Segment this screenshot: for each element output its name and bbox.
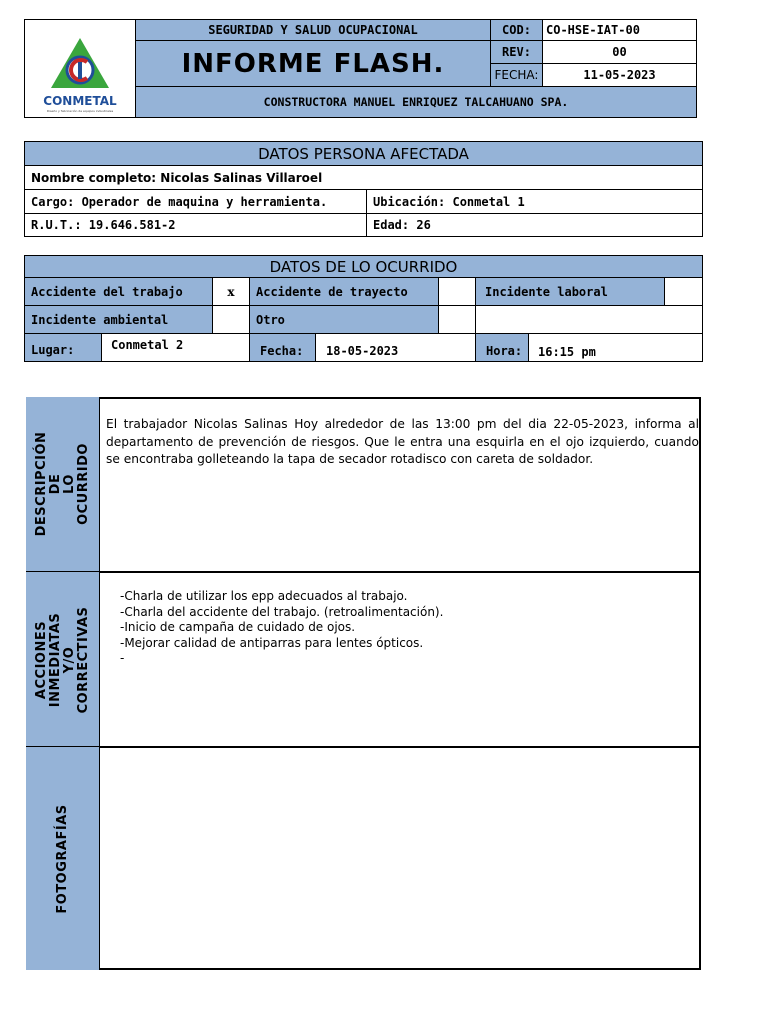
otro-label: Otro bbox=[249, 305, 439, 334]
fecha-ocurrido-value: 18-05-2023 bbox=[315, 333, 476, 362]
lugar-label: Lugar: bbox=[24, 333, 102, 362]
logo-tagline: Diseño y fabricación de equipos industriales bbox=[46, 109, 114, 113]
fecha-label: FECHA: bbox=[490, 63, 543, 87]
list-item: -Inicio de campaña de cuidado de ojos. bbox=[120, 620, 356, 634]
persona-cargo: Cargo: Operador de maquina y herramienta. bbox=[24, 189, 367, 214]
rev-value: 00 bbox=[542, 40, 697, 64]
descripcion-label: DESCRIPCIÓN DE LO OCURRIDO bbox=[33, 431, 91, 537]
hora-label: Hora: bbox=[475, 333, 529, 362]
incidente-laboral-checkbox[interactable] bbox=[664, 277, 703, 306]
accidente-trabajo-checkbox[interactable]: x bbox=[212, 277, 250, 306]
otro-blank bbox=[475, 305, 703, 334]
persona-rut: R.U.T.: 19.646.581-2 bbox=[24, 213, 367, 237]
page-title: INFORME FLASH. bbox=[135, 40, 491, 87]
ocurrido-title: DATOS DE LO OCURRIDO bbox=[24, 255, 703, 278]
cod-label: COD: bbox=[490, 19, 543, 41]
header-area: SEGURIDAD Y SALUD OCUPACIONAL bbox=[135, 19, 491, 41]
cod-value: CO-HSE-IAT-00 bbox=[542, 19, 697, 41]
descripcion-label-cell bbox=[26, 397, 100, 572]
fotografias-area bbox=[100, 748, 699, 968]
rev-label: REV: bbox=[490, 40, 543, 64]
otro-checkbox[interactable] bbox=[438, 305, 476, 334]
incidente-ambiental-label: Incidente ambiental bbox=[24, 305, 213, 334]
accidente-trayecto-checkbox[interactable] bbox=[438, 277, 476, 306]
logo-text: CONMETAL bbox=[43, 94, 117, 108]
list-item: -Charla de utilizar los epp adecuados al trabajo. bbox=[120, 589, 408, 603]
fotografias-label-cell bbox=[26, 747, 100, 970]
incidente-laboral-label: Incidente laboral bbox=[475, 277, 665, 306]
acciones-label-cell bbox=[26, 572, 100, 748]
persona-nombre: Nombre completo: Nicolas Salinas Villaroel bbox=[24, 165, 703, 190]
acciones-label: ACCIONES INMEDIATAS Y/O CORRECTIVAS bbox=[33, 606, 91, 713]
incidente-ambiental-checkbox[interactable] bbox=[212, 305, 250, 334]
hora-value: 16:15 pm bbox=[528, 333, 703, 362]
accidente-trabajo-label: Accidente del trabajo bbox=[24, 277, 213, 306]
conmetal-logo-icon bbox=[25, 24, 135, 94]
fecha-value: 11-05-2023 bbox=[542, 63, 697, 87]
divider bbox=[26, 571, 701, 573]
persona-title: DATOS PERSONA AFECTADA bbox=[24, 141, 703, 166]
header-logo-cell bbox=[24, 19, 136, 118]
header-company: CONSTRUCTORA MANUEL ENRIQUEZ TALCAHUANO SPA. bbox=[135, 86, 697, 118]
list-item: -Mejorar calidad de antiparras para lentes ópticos. bbox=[120, 635, 424, 650]
list-item: -Charla del accidente del trabajo. (retroalimentación). bbox=[120, 604, 444, 619]
list-item: - bbox=[120, 651, 125, 665]
fotografias-label: FOTOGRAFÍAS bbox=[54, 803, 70, 914]
lugar-value: Conmetal 2 bbox=[101, 333, 250, 362]
accidente-trayecto-label: Accidente de trayecto bbox=[249, 277, 439, 306]
acciones-list bbox=[120, 589, 680, 667]
persona-edad: Edad: 26 bbox=[366, 213, 703, 237]
fecha-ocurrido-label: Fecha: bbox=[249, 333, 316, 362]
descripcion-text: El trabajador Nicolas Salinas Hoy alrededor de las 13:00 pm del dia 22-05-2023, informa al departamento de prevención de riesgos. Que le entra una esquirla en el ojo izquierdo, cuando se encontraba golleteando la tapa de secador rotadisco con careta de soldador. bbox=[106, 417, 699, 466]
persona-ubicacion: Ubicación: Conmetal 1 bbox=[366, 189, 703, 214]
